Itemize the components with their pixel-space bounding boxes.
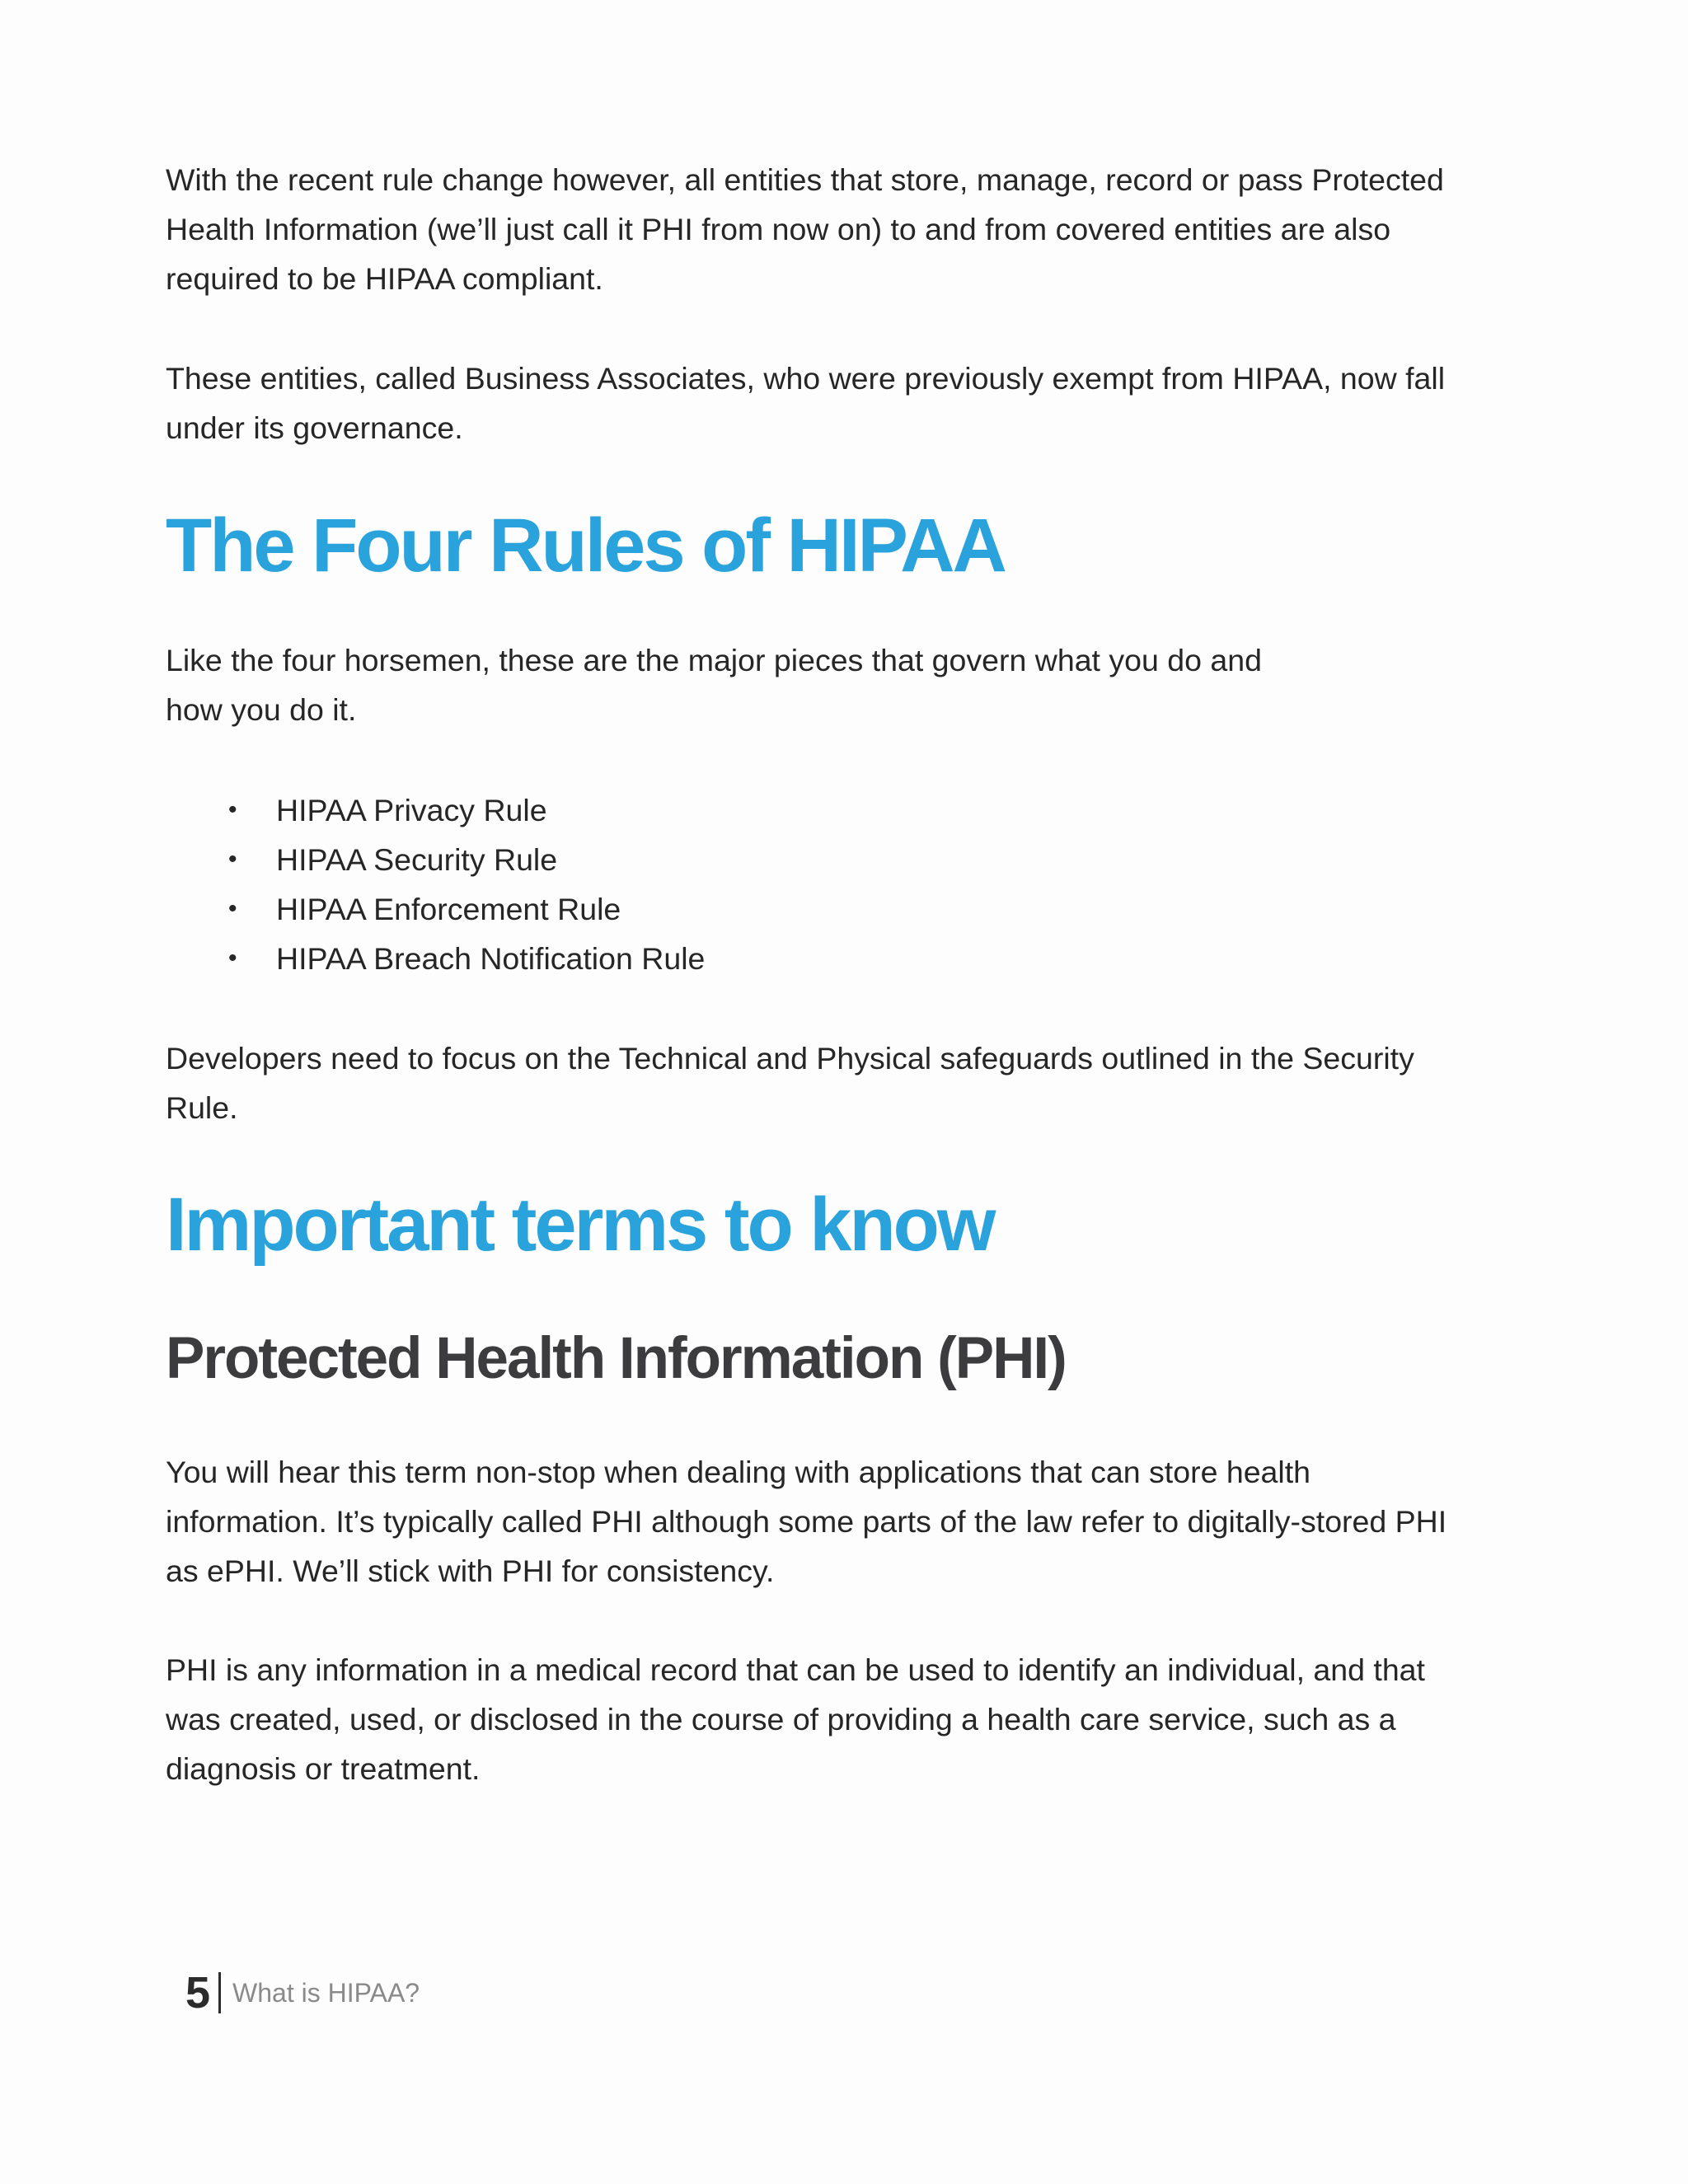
text-line: These entities, called Business Associates, who were previously exempt from HIPAA, now fall [166, 361, 1446, 396]
list-item [166, 884, 705, 934]
list-item [166, 785, 705, 835]
footer-divider [218, 1972, 221, 2013]
phi-definition-paragraph [166, 1645, 1425, 1793]
footer-title: What is HIPAA? [232, 1978, 420, 2008]
text-line: how you do it. [166, 692, 357, 727]
text-line: was created, used, or disclosed in the course of providing a health care service, such as a [166, 1702, 1396, 1736]
text-line: With the recent rule change however, all entities that store, manage, record or pass Protected [166, 162, 1444, 197]
list-item [166, 934, 705, 983]
developers-paragraph [166, 1033, 1414, 1132]
rule-label: HIPAA Breach Notification Rule [276, 941, 706, 976]
text-line: Rule. [166, 1090, 238, 1125]
rules-list [166, 785, 705, 983]
phi-subheading: Protected Health Information (PHI) [166, 1326, 1066, 1391]
text-line: Developers need to focus on the Technical and Physical safeguards outlined in the Security [166, 1041, 1414, 1076]
text-line: Health Information (we’ll just call it PHI from now on) to and from covered entities are also [166, 212, 1391, 246]
rule-label: HIPAA Enforcement Rule [276, 892, 621, 926]
bullet-icon: • [228, 895, 237, 922]
bullet-icon: • [228, 796, 237, 823]
business-associates-paragraph [166, 354, 1445, 452]
text-line: Like the four horsemen, these are the major pieces that govern what you do and [166, 643, 1262, 677]
phi-term-paragraph [166, 1447, 1447, 1596]
text-line: as ePHI. We’ll stick with PHI for consistency. [166, 1554, 775, 1588]
text-line: information. It’s typically called PHI although some parts of the law refer to digitally-stored PHI [166, 1504, 1447, 1539]
rule-label: HIPAA Security Rule [276, 842, 558, 877]
text-line: required to be HIPAA compliant. [166, 261, 603, 296]
bullet-icon: • [228, 944, 237, 972]
intro-paragraph [166, 155, 1444, 303]
text-line: diagnosis or treatment. [166, 1751, 481, 1786]
four-rules-heading: The Four Rules of HIPAA [166, 504, 1005, 588]
text-line: You will hear this term non-stop when dealing with applications that can store health [166, 1455, 1311, 1489]
page-footer [185, 1966, 420, 2020]
text-line: under its governance. [166, 410, 463, 445]
bullet-icon: • [228, 846, 237, 873]
four-rules-intro-paragraph [166, 635, 1262, 734]
list-item [166, 835, 705, 884]
page-number: 5 [185, 1968, 211, 2018]
important-terms-heading: Important terms to know [166, 1183, 994, 1267]
text-line: PHI is any information in a medical record that can be used to identify an individual, and that [166, 1652, 1425, 1687]
rule-label: HIPAA Privacy Rule [276, 793, 547, 827]
